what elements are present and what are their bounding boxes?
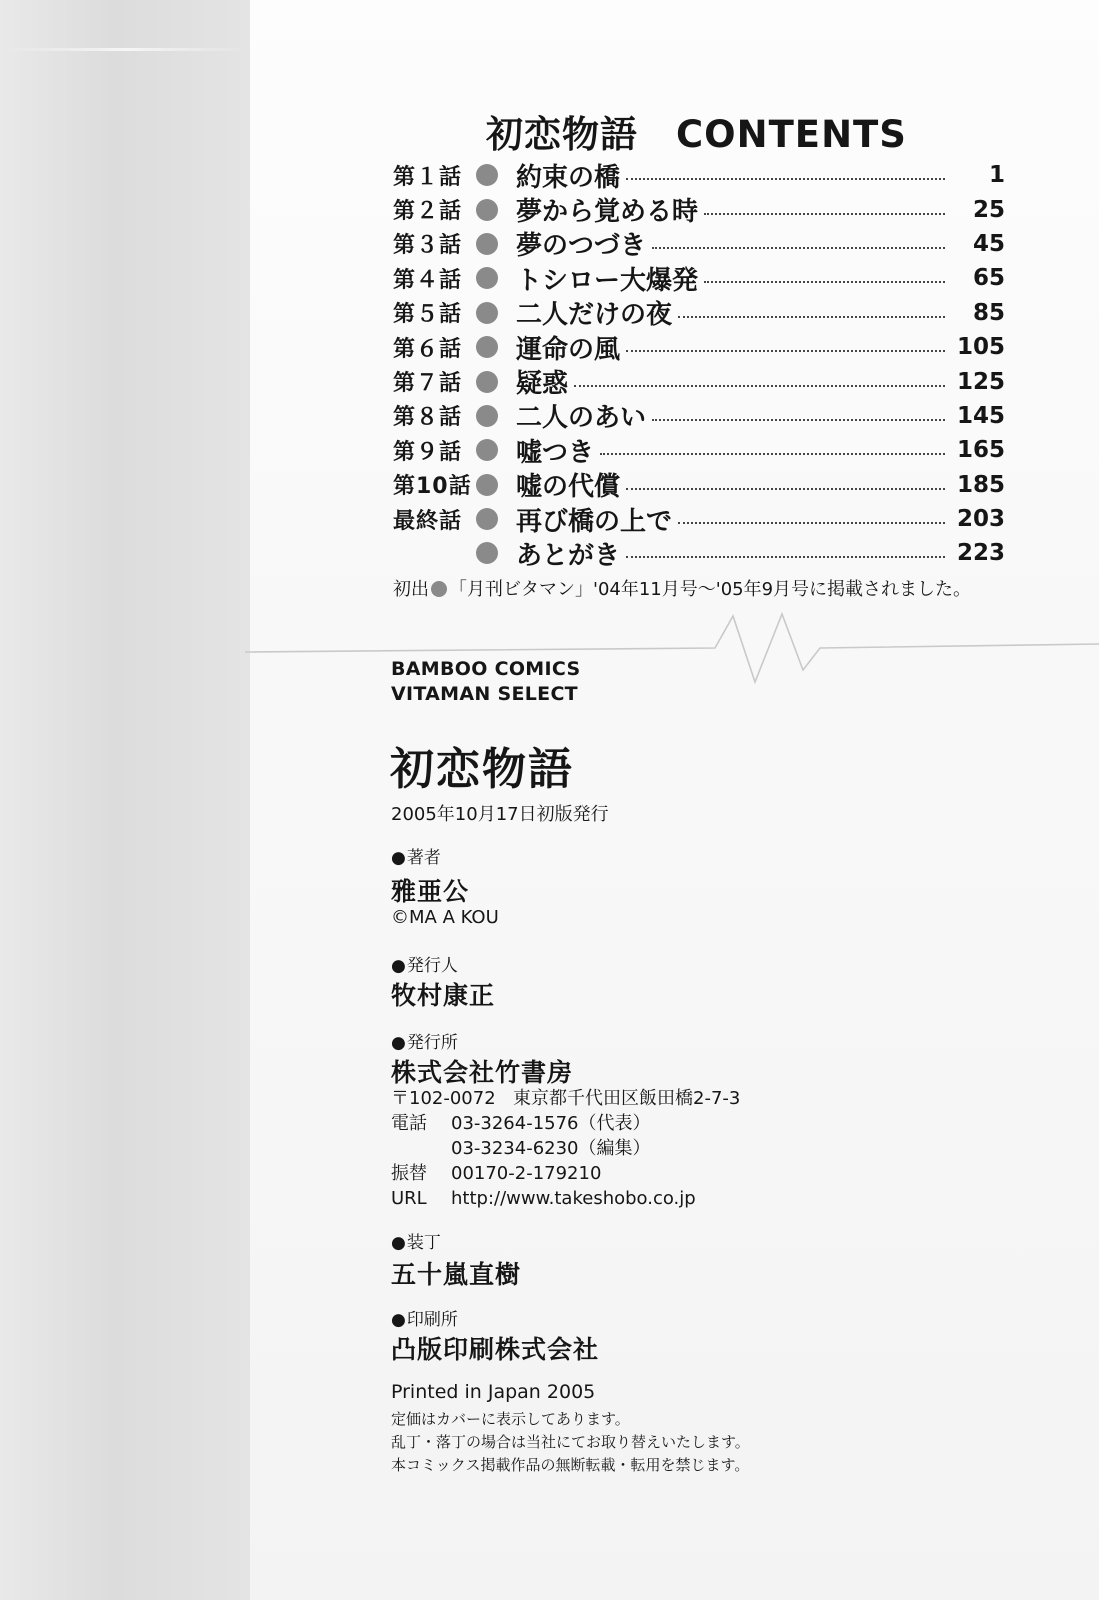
bullet-icon bbox=[476, 233, 498, 255]
note-line: 定価はカバーに表示してあります。 bbox=[391, 1410, 630, 1428]
page-number: 223 bbox=[956, 540, 1005, 567]
note-line: 本コミックス掲載作品の無断転載・転用を禁じます。 bbox=[391, 1456, 750, 1474]
toc-entry bbox=[393, 468, 1005, 502]
page-number: 105 bbox=[956, 334, 1005, 361]
contact-value: http://www.takeshobo.co.jp bbox=[451, 1188, 696, 1209]
series-line-1: BAMBOO COMICS bbox=[391, 658, 581, 680]
copyright-notice: ©MA A KOU bbox=[391, 907, 499, 928]
bullet-icon bbox=[476, 439, 498, 461]
series-line-2: VITAMAN SELECT bbox=[391, 683, 578, 705]
page-number: 65 bbox=[972, 265, 1005, 292]
page-number: 1 bbox=[988, 162, 1005, 189]
toc-entry bbox=[393, 502, 1005, 536]
chapter-number: 第８話 bbox=[393, 405, 463, 431]
page-number: 185 bbox=[956, 471, 1005, 498]
bullet-icon bbox=[476, 336, 498, 358]
page-number: 125 bbox=[956, 368, 1005, 395]
author-name: 雅亜公 bbox=[391, 877, 470, 906]
paper-crease bbox=[0, 48, 250, 51]
toc-entry bbox=[393, 433, 1005, 467]
series-name bbox=[391, 657, 580, 707]
chapter-title: 夢のつづき bbox=[516, 231, 647, 262]
publisher-person-label: ● 発行人 bbox=[391, 951, 458, 976]
printer-name: 凸版印刷株式会社 bbox=[391, 1335, 600, 1364]
printer-label: ● 印刷所 bbox=[391, 1305, 458, 1330]
chapter-title: あとがき bbox=[516, 541, 621, 571]
first-pub-label: 初出 bbox=[393, 579, 429, 600]
author-label: ● 著者 bbox=[391, 843, 441, 868]
first-pub-text: 「月刊ビタマン」'04年11月号〜'05年9月号に掲載されました。 bbox=[449, 579, 972, 600]
printed-in: Printed in Japan 2005 bbox=[391, 1381, 596, 1403]
chapter-title: 二人だけの夜 bbox=[516, 300, 673, 331]
dot-leader bbox=[678, 316, 945, 318]
chapter-title: 二人のあい bbox=[516, 403, 647, 434]
contact-row bbox=[391, 1111, 740, 1136]
bullet-icon bbox=[431, 581, 447, 597]
page-number: 165 bbox=[956, 437, 1005, 464]
dot-leader bbox=[626, 178, 945, 180]
dot-leader bbox=[652, 247, 945, 249]
chapter-title: 再び橋の上で bbox=[516, 506, 673, 537]
toc-entry bbox=[393, 227, 1005, 261]
bullet-icon bbox=[476, 542, 498, 564]
publisher-label: ● 発行所 bbox=[391, 1028, 458, 1053]
dot-leader bbox=[626, 556, 945, 558]
toc-entry bbox=[393, 158, 1005, 192]
designer-name: 五十嵐直樹 bbox=[391, 1260, 522, 1289]
chapter-number: 第３話 bbox=[393, 233, 463, 259]
dot-leader bbox=[626, 350, 945, 352]
contact-key: 〒102-0072 bbox=[391, 1088, 496, 1109]
contact-key: 振替 bbox=[391, 1163, 427, 1184]
toc-entry bbox=[393, 364, 1005, 398]
toc-entry bbox=[393, 261, 1005, 295]
contact-row bbox=[391, 1086, 740, 1111]
dot-leader bbox=[574, 385, 945, 387]
chapter-title: 嘘の代償 bbox=[516, 472, 621, 503]
contact-key bbox=[391, 1136, 451, 1161]
note-line: 乱丁・落丁の場合は当社にてお取り替えいたします。 bbox=[391, 1433, 750, 1451]
bullet-icon bbox=[476, 164, 498, 186]
contact-key: URL bbox=[391, 1188, 427, 1209]
page-number: 85 bbox=[972, 299, 1005, 326]
heartbeat-divider-icon bbox=[245, 600, 1099, 700]
toc-entry bbox=[393, 399, 1005, 433]
publisher-contact bbox=[391, 1086, 740, 1211]
page-number: 203 bbox=[956, 506, 1005, 533]
dot-leader bbox=[626, 488, 945, 490]
chapter-number: 第６話 bbox=[393, 336, 463, 362]
book-title: 初恋物語 bbox=[390, 744, 574, 795]
contact-key: 電話 bbox=[391, 1113, 427, 1134]
contact-value: 00170-2-179210 bbox=[451, 1163, 602, 1184]
chapter-number: 第９話 bbox=[393, 439, 463, 465]
page-number: 45 bbox=[972, 230, 1005, 257]
dot-leader bbox=[652, 419, 945, 421]
bullet-icon bbox=[476, 474, 498, 496]
toc-entry bbox=[393, 192, 1005, 226]
chapter-title: 約束の橋 bbox=[516, 162, 621, 193]
bullet-icon bbox=[476, 508, 498, 530]
contents-title-en: CONTENTS bbox=[676, 113, 907, 156]
first-publication-note bbox=[393, 575, 971, 601]
dot-leader bbox=[600, 453, 945, 455]
table-of-contents bbox=[393, 158, 1005, 571]
contact-value: 03-3234-6230（編集） bbox=[451, 1138, 651, 1159]
publisher-person-name: 牧村康正 bbox=[391, 981, 496, 1010]
bullet-icon bbox=[476, 371, 498, 393]
bullet-icon bbox=[476, 302, 498, 324]
chapter-number: 第１話 bbox=[393, 164, 463, 190]
dot-leader bbox=[704, 281, 945, 283]
dot-leader bbox=[678, 522, 945, 524]
toc-entry bbox=[393, 296, 1005, 330]
chapter-title: トシロー大爆発 bbox=[516, 265, 699, 296]
contact-value: 東京都千代田区飯田橋2-7-3 bbox=[513, 1088, 741, 1109]
chapter-number: 最終話 bbox=[393, 508, 463, 534]
chapter-title: 夢から覚める時 bbox=[516, 197, 699, 228]
bullet-icon bbox=[476, 405, 498, 427]
contents-title-jp: 初恋物語 bbox=[486, 113, 638, 156]
contact-row bbox=[391, 1161, 740, 1186]
publication-date: 2005年10月17日初版発行 bbox=[391, 804, 609, 825]
chapter-number: 第10話 bbox=[393, 474, 472, 500]
dot-leader bbox=[704, 213, 945, 215]
chapter-title: 運命の風 bbox=[516, 334, 621, 365]
contact-row bbox=[391, 1136, 740, 1161]
bullet-icon bbox=[476, 199, 498, 221]
contact-row bbox=[391, 1186, 740, 1211]
page-number: 145 bbox=[956, 402, 1005, 429]
chapter-title: 嘘つき bbox=[516, 437, 595, 468]
chapter-number: 第５話 bbox=[393, 302, 463, 328]
contents-heading bbox=[486, 104, 907, 156]
page-number: 25 bbox=[972, 196, 1005, 223]
bullet-icon bbox=[476, 267, 498, 289]
chapter-number: 第７話 bbox=[393, 371, 463, 397]
toc-entry bbox=[393, 536, 1005, 570]
left-margin-strip bbox=[0, 0, 250, 1600]
legal-notes bbox=[391, 1408, 750, 1477]
toc-entry bbox=[393, 330, 1005, 364]
chapter-title: 疑惑 bbox=[516, 369, 569, 400]
contact-value: 03-3264-1576（代表） bbox=[451, 1113, 651, 1134]
chapter-number: 第４話 bbox=[393, 267, 463, 293]
chapter-number: 第２話 bbox=[393, 199, 463, 225]
design-label: ● 装丁 bbox=[391, 1228, 441, 1253]
publisher-name: 株式会社竹書房 bbox=[391, 1058, 574, 1087]
